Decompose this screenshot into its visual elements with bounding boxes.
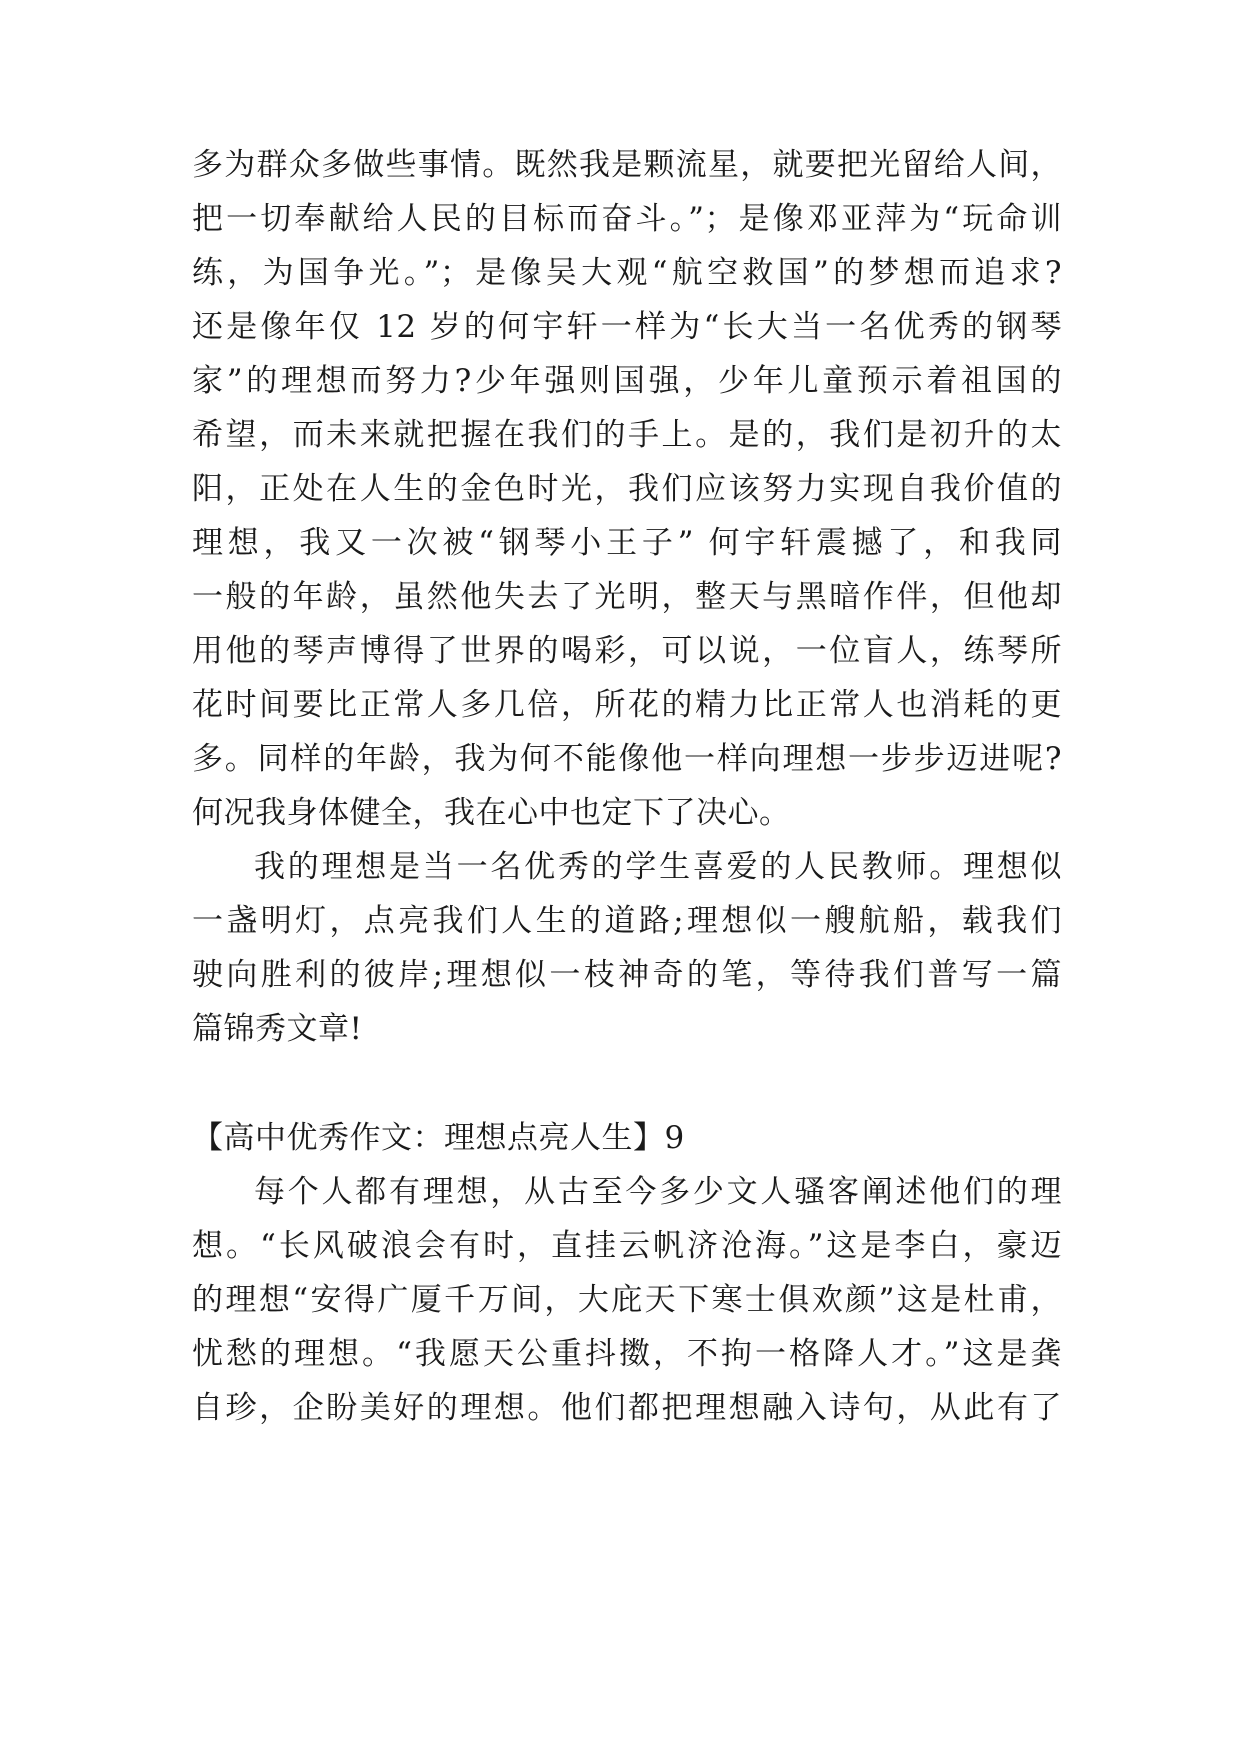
- text-line: 练，为国争光。”；是像吴大观“航空救国”的梦想而追求?: [192, 255, 1062, 291]
- text-line: 一般的年龄，虽然他失去了光明，整天与黑暗作伴，但他却: [192, 579, 1062, 615]
- text-line: 篇锦秀文章!: [192, 1011, 363, 1047]
- section-heading: 【高中优秀作文：理想点亮人生】9: [192, 1120, 685, 1156]
- text-line: 多为群众多做些事情。既然我是颗流星，就要把光留给人间，: [192, 147, 1062, 183]
- text-line: 自珍，企盼美好的理想。他们都把理想融入诗句，从此有了: [192, 1390, 1062, 1426]
- text-line: 理想，我又一次被“钢琴小王子” 何宇轩震撼了，和我同: [192, 525, 1062, 561]
- text-line: 忧愁的理想。“我愿天公重抖擞，不拘一格降人才。”这是龚: [192, 1336, 1062, 1372]
- text-line: 何况我身体健全，我在心中也定下了决心。: [192, 795, 791, 831]
- text-line: 一盏明灯，点亮我们人生的道路;理想似一艘航船，载我们: [192, 903, 1062, 939]
- text-line: 多。同样的年龄，我为何不能像他一样向理想一步步迈进呢?: [192, 741, 1062, 777]
- text-line: 想。“长风破浪会有时，直挂云帆济沧海。”这是李白，豪迈: [192, 1228, 1062, 1264]
- text-line: 驶向胜利的彼岸;理想似一枝神奇的笔，等待我们普写一篇: [192, 957, 1062, 993]
- text-line: 每个人都有理想，从古至今多少文人骚客阐述他们的理: [254, 1174, 1062, 1210]
- text-line: 把一切奉献给人民的目标而奋斗。”；是像邓亚萍为“玩命训: [192, 201, 1062, 237]
- text-line: 花时间要比正常人多几倍，所花的精力比正常人也消耗的更: [192, 687, 1062, 723]
- text-line: 希望，而未来就把握在我们的手上。是的，我们是初升的太: [192, 417, 1062, 453]
- text-line: 还是像年仅 12 岁的何宇轩一样为“长大当一名优秀的钢琴: [192, 309, 1062, 345]
- text-line: 阳，正处在人生的金色时光，我们应该努力实现自我价值的: [192, 471, 1062, 507]
- text-line: 我的理想是当一名优秀的学生喜爱的人民教师。理想似: [254, 849, 1062, 885]
- text-line: 家”的理想而努力?少年强则国强，少年儿童预示着祖国的: [192, 363, 1062, 399]
- text-line: 用他的琴声博得了世界的喝彩，可以说，一位盲人，练琴所: [192, 633, 1062, 669]
- text-line: 的理想“安得广厦千万间，大庇天下寒士俱欢颜”这是杜甫，: [192, 1282, 1062, 1318]
